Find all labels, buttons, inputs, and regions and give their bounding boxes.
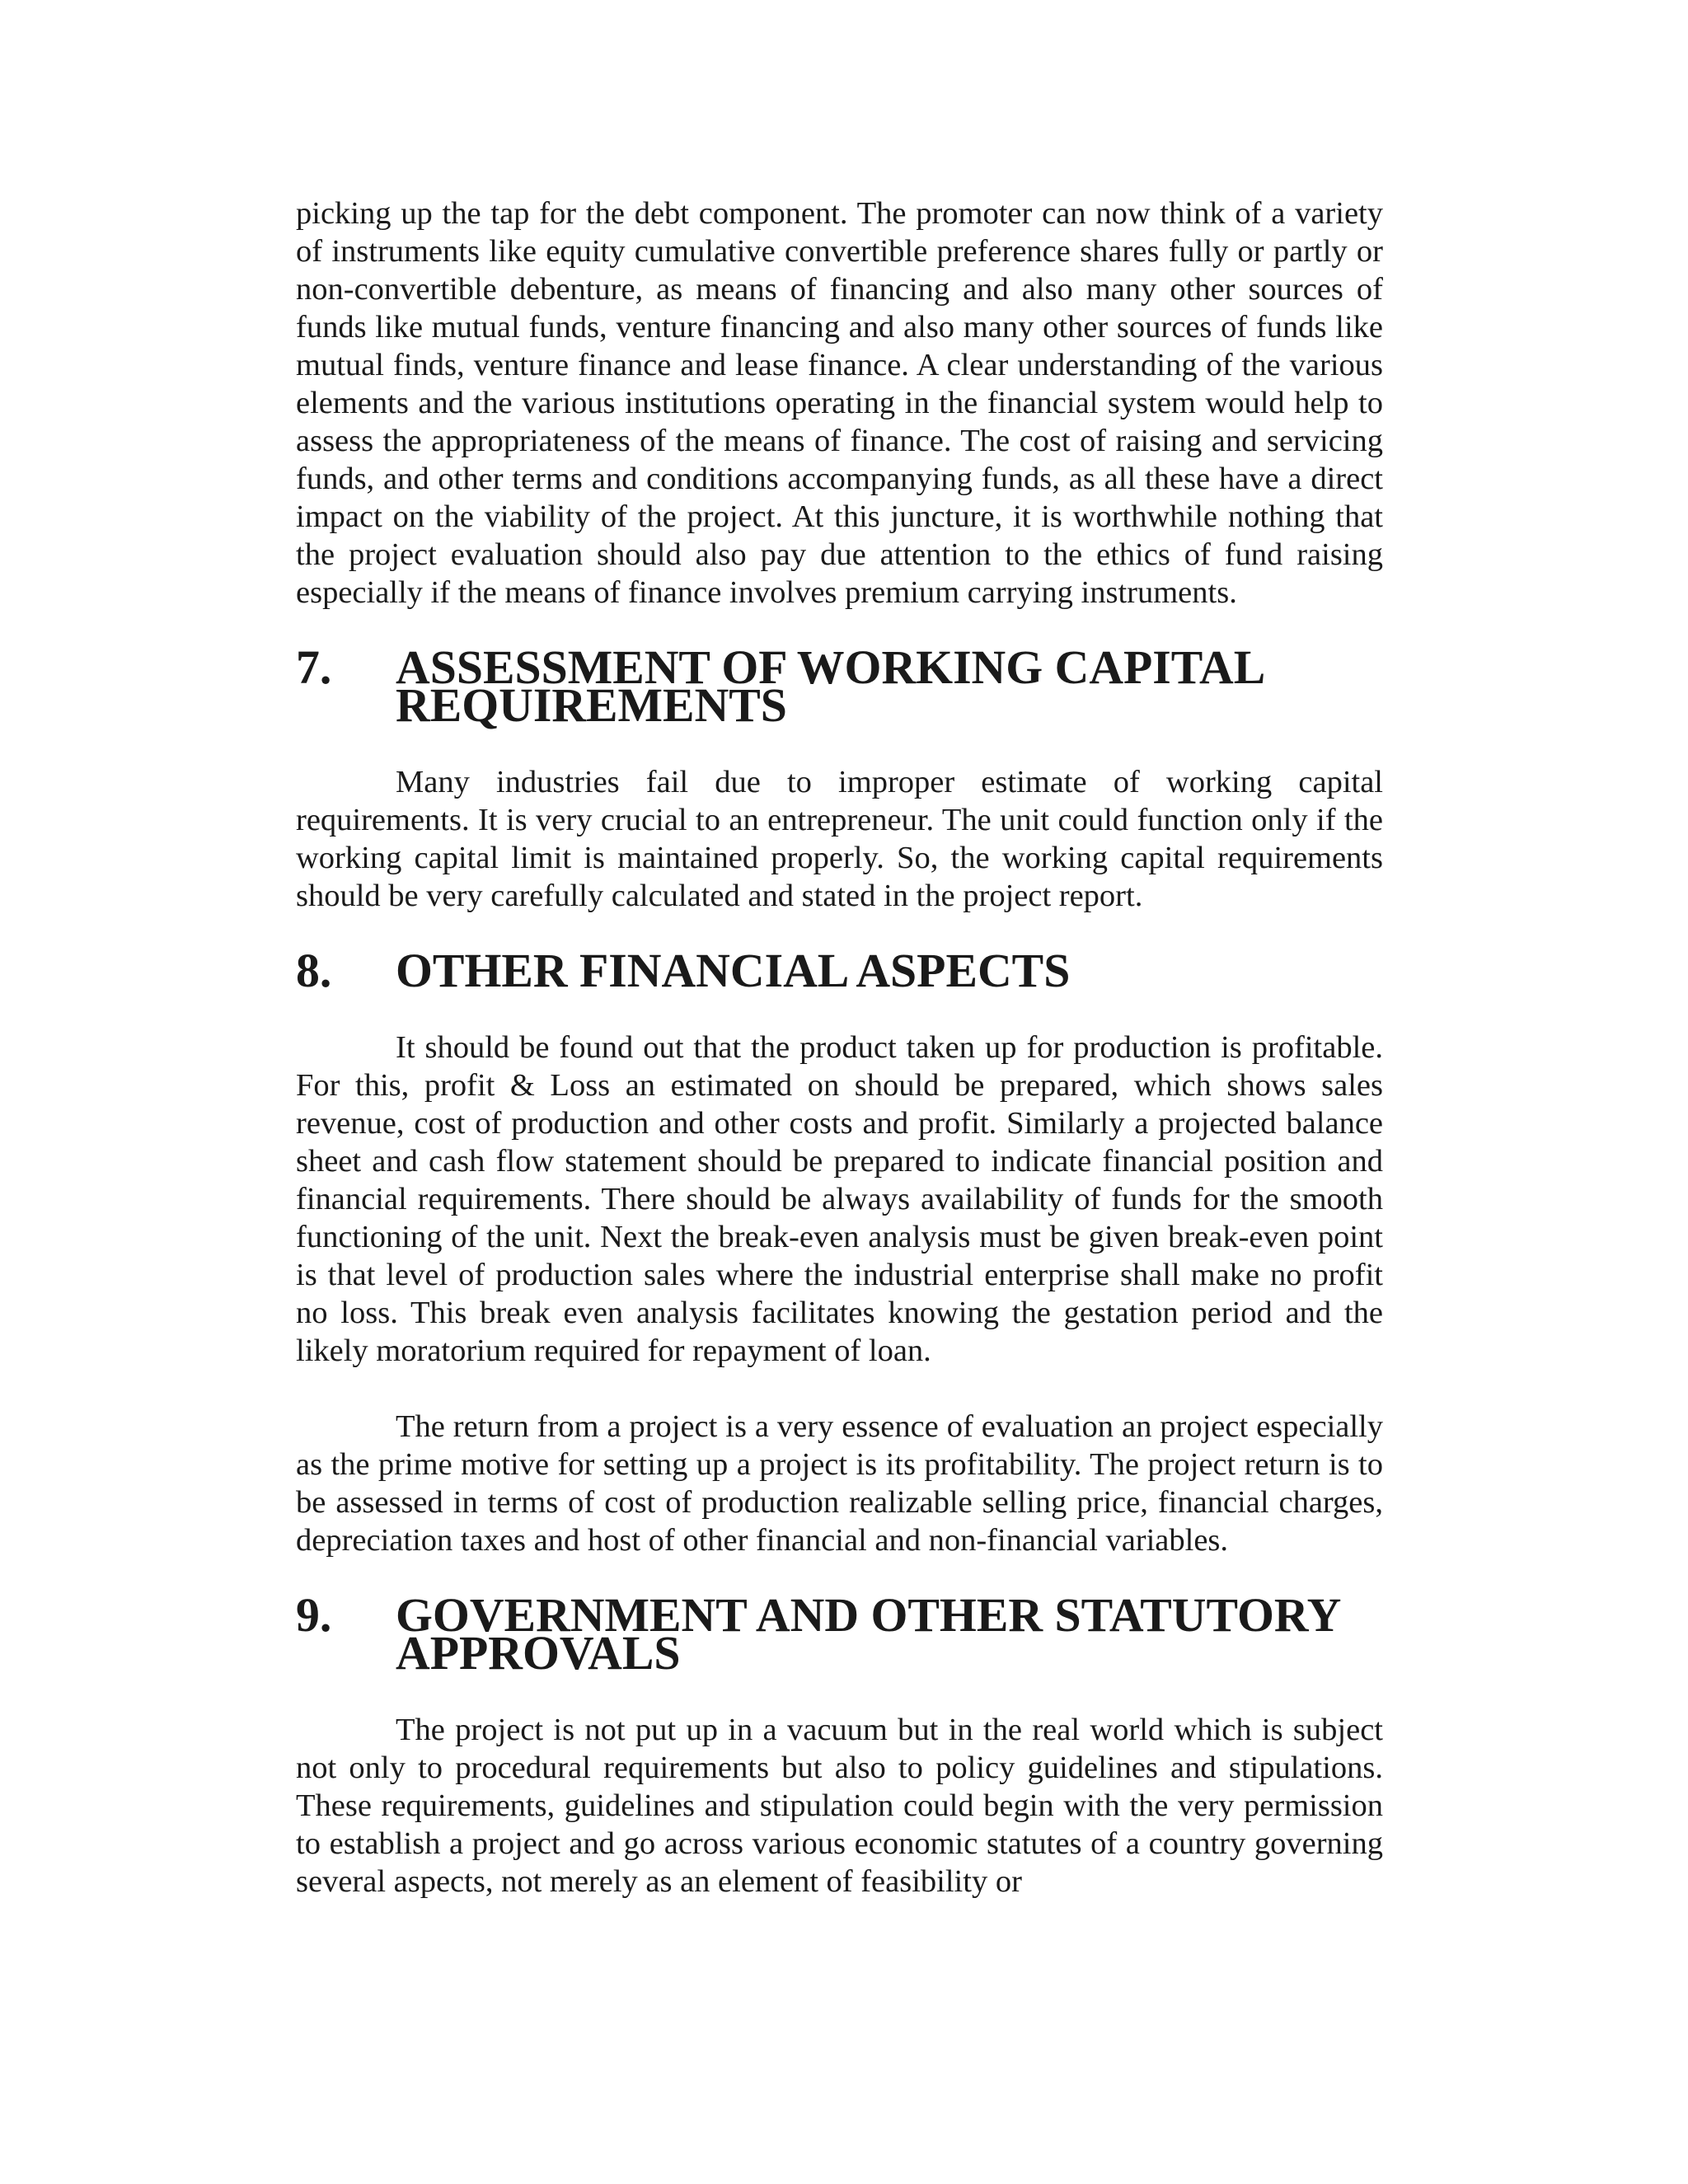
paragraph-financial-aspects: It should be found out that the product taken up for production is profitable. For this, profit & Loss an estimated on should be prepared, which shows sales revenue, cost of production and other costs and profit. Similarly a projected balance sheet and cash flow statement should be prepared to indicate financial position and financial requirements. There should be always availability of funds for the smooth functioning of the unit. Next the break-even analysis must be given break-even point is that level of production sales where the industrial enterprise shall make no profit no loss. This break even analysis facilitates knowing the gestation period and the likely moratorium required for repayment of loan. <box>296 1030 1383 1368</box>
paragraph-means-of-finance: picking up the tap for the debt component. The promoter can now think of a variety of instruments like equity cumulative convertible preference shares fully or partly or non-convertible debenture, as means of financing and also many other sources of funds like mutual funds, venture financing and also many other sources of funds like mutual finds, venture finance and lease finance. A clear understanding of the various elements and the various institutions operating in the financial system would help to assess the appropriateness of the means of finance. The cost of raising and servicing funds, and other terms and conditions accompanying funds, as all these have a direct impact on the viability of the project. At this juncture, it is worthwhile nothing that the project evaluation should also pay due attention to the ethics of fund raising especially if the means of finance involves premium carrying instruments. <box>296 196 1383 610</box>
section-number: 8. <box>296 945 332 997</box>
document-page <box>296 194 1383 1900</box>
section-number: 9. <box>296 1590 332 1642</box>
section-title: OTHER FINANCIAL ASPECTS <box>396 945 1071 997</box>
section-heading-7 <box>296 642 1383 732</box>
section-heading-9 <box>296 1590 1383 1680</box>
spacer <box>296 1370 1383 1408</box>
section-heading-8 <box>296 945 1383 997</box>
section-title: GOVERNMENT AND OTHER STATUTORY APPROVALS <box>396 1590 1340 1680</box>
paragraph-statutory-approvals: The project is not put up in a vacuum but in the real world which is subject not only to procedural requirements but also to policy guidelines and stipulations. These requirements, guidelines and stipulation could begin with the very permission to establish a project and go across various economic statutes of a country governing several aspects, not merely as an element of feasibility or <box>296 1713 1383 1899</box>
paragraph-project-return: The return from a project is a very essence of evaluation an project especially as the prime motive for setting up a project is its profitability. The project return is to be assessed in terms of cost of production realizable selling price, financial charges, depreciation taxes and host of other financial and non-financial variables. <box>296 1409 1383 1558</box>
section-number: 7. <box>296 642 332 694</box>
section-title: ASSESSMENT OF WORKING CAPITAL REQUIREMENTS <box>396 642 1264 732</box>
paragraph-working-capital: Many industries fail due to improper estimate of working capital requirements. It is very crucial to an entrepreneur. The unit could function only if the working capital limit is maintained properly. So, the working capital requirements should be very carefully calculated and stated in the project report. <box>296 765 1383 913</box>
